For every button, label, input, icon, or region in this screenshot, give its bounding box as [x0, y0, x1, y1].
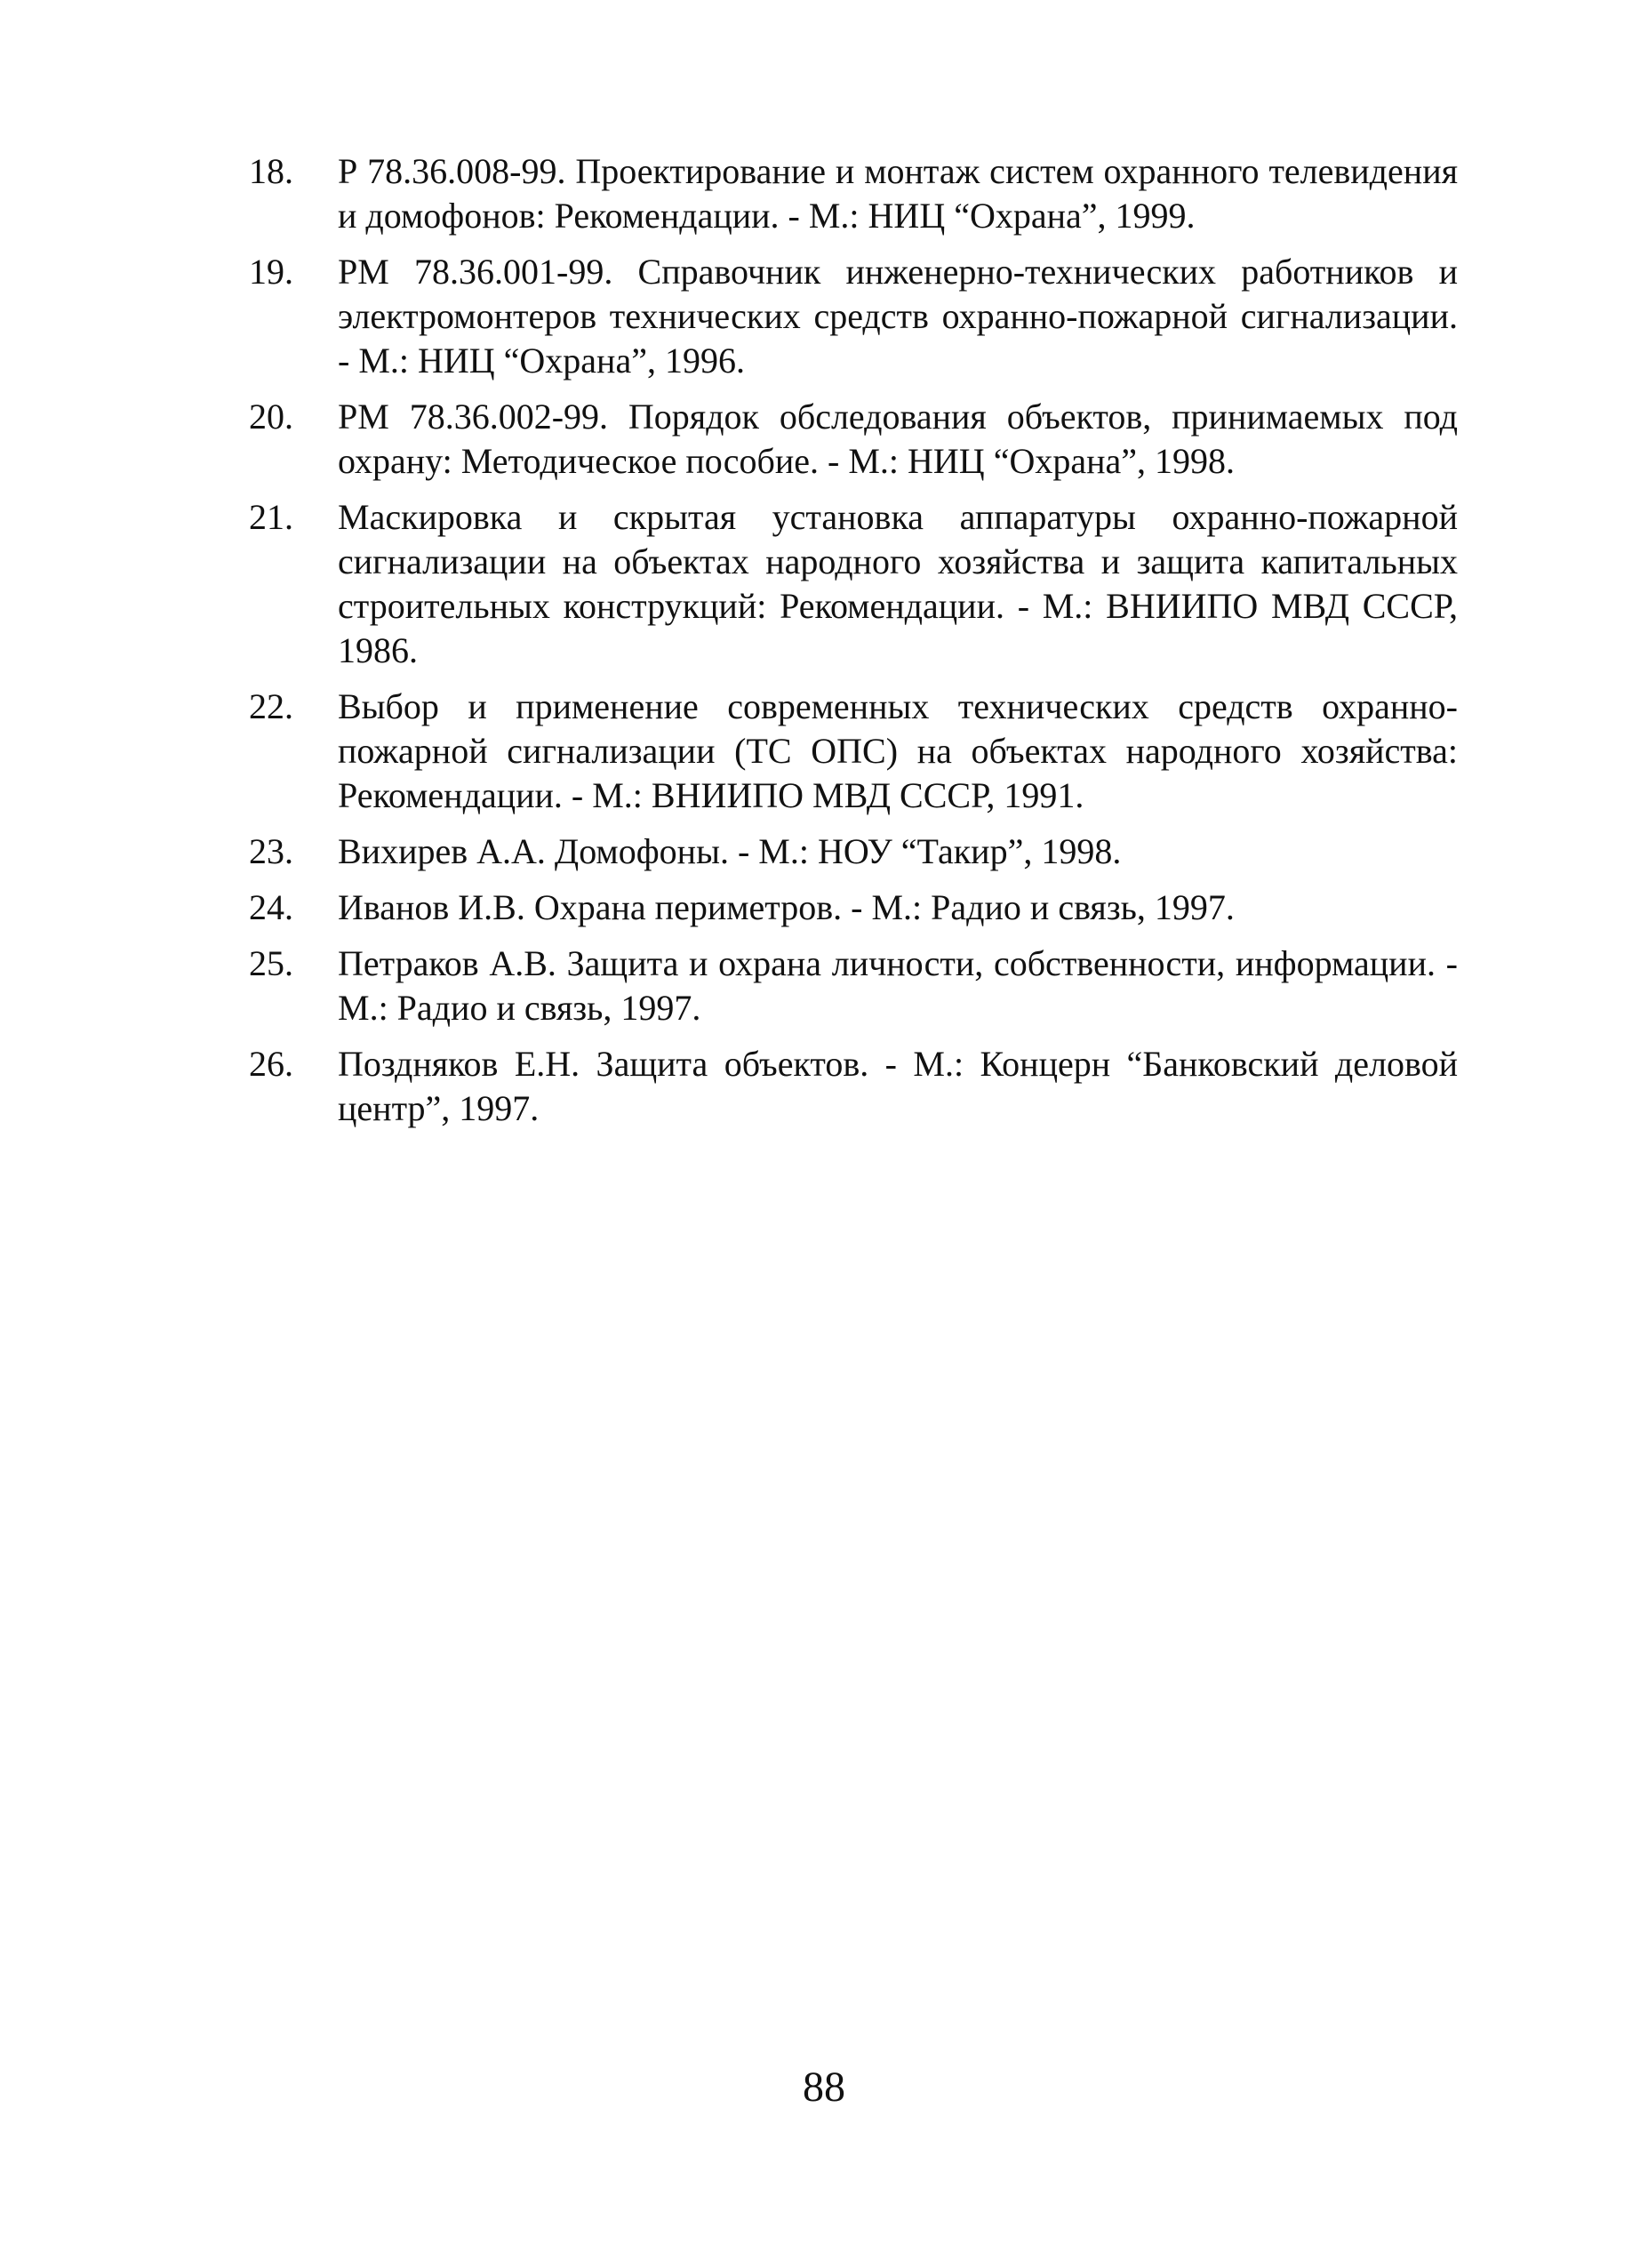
- reference-text: Маскировка и скрытая установка аппаратуры охранно-пожарной сигнализации на объектах народного хозяйства и защита капитальных строительных конструкций: Рекомендации. - М.: ВНИИПО МВД СССР, 1986.: [338, 497, 1458, 670]
- reference-number: 25.: [249, 943, 293, 983]
- page-number: 88: [803, 2064, 845, 2111]
- reference-number: 19.: [249, 252, 293, 292]
- reference-text: РМ 78.36.001-99. Справочник инженерно-технических работников и электромонтеров технических средств охранно-пожарной сигнализации. - М.: НИЦ “Охрана”, 1996.: [338, 252, 1458, 381]
- reference-number: 21.: [249, 497, 293, 537]
- reference-text: Иванов И.В. Охрана периметров. - М.: Радио и связь, 1997.: [338, 887, 1235, 927]
- reference-text: Петраков А.В. Защита и охрана личности, собственности, информации. - М.: Радио и связь, 1997.: [338, 943, 1458, 1028]
- reference-item: [249, 886, 1458, 930]
- reference-number: 24.: [249, 887, 293, 927]
- reference-item: [249, 250, 1458, 383]
- reference-text: Поздняков Е.Н. Защита объектов. - М.: Концерн “Банковский деловой центр”, 1997.: [338, 1044, 1458, 1128]
- reference-number: 26.: [249, 1044, 293, 1084]
- reference-item: [249, 942, 1458, 1030]
- reference-number: 23.: [249, 831, 293, 871]
- reference-item: [249, 149, 1458, 238]
- reference-text: Выбор и применение современных технических средств охранно-пожарной сигнализации (ТС ОПС) на объектах народного хозяйства: Рекомендации. - М.: ВНИИПО МВД СССР, 1991.: [338, 686, 1458, 815]
- reference-number: 18.: [249, 151, 293, 191]
- reference-item: [249, 395, 1458, 484]
- reference-number: 22.: [249, 686, 293, 726]
- reference-item: [249, 829, 1458, 874]
- reference-item: [249, 1042, 1458, 1131]
- reference-list: [249, 149, 1458, 1142]
- reference-text: Вихирев А.А. Домофоны. - М.: НОУ “Такир”, 1998.: [338, 831, 1122, 871]
- reference-item: [249, 685, 1458, 818]
- reference-item: [249, 495, 1458, 673]
- reference-text: Р 78.36.008-99. Проектирование и монтаж систем охранного телевидения и домофонов: Рекомендации. - М.: НИЦ “Охрана”, 1999.: [338, 151, 1458, 236]
- reference-text: РМ 78.36.002-99. Порядок обследования объектов, принимаемых под охрану: Методическое пособие. - М.: НИЦ “Охрана”, 1998.: [338, 397, 1458, 481]
- reference-number: 20.: [249, 397, 293, 437]
